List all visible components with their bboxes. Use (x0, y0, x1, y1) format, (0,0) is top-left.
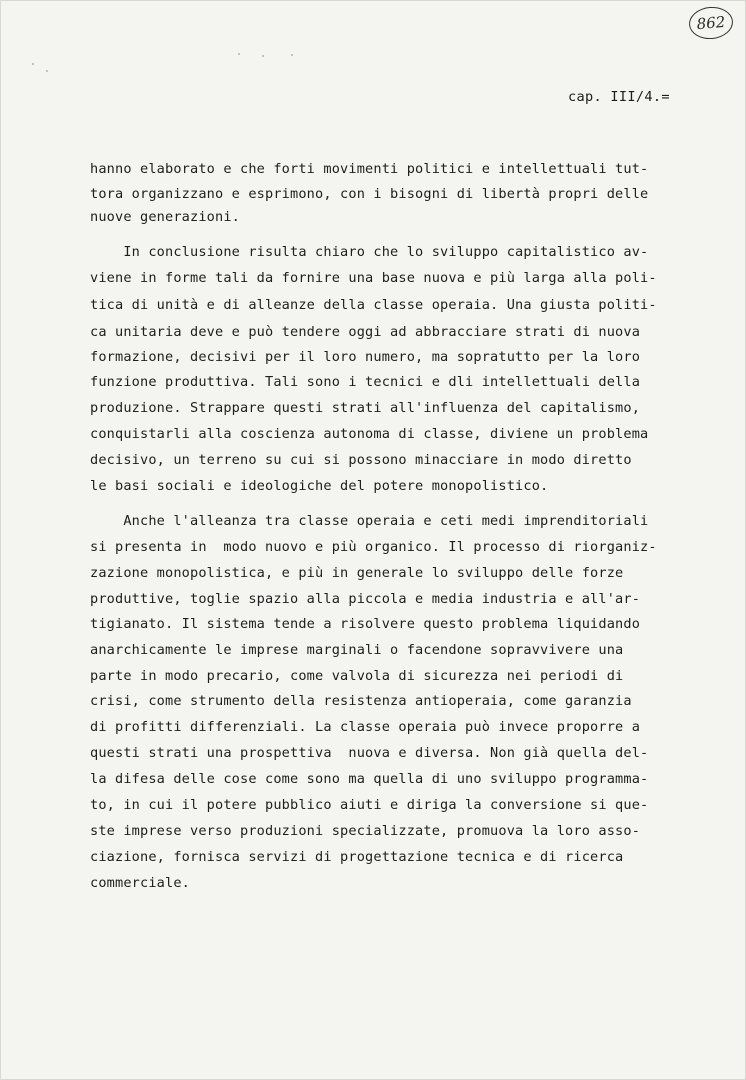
text-line: zazione monopolistica, e più in generale lo sviluppo delle forze (90, 565, 624, 581)
paper-speck (46, 70, 48, 72)
text-line: tigianato. Il sistema tende a risolvere questo problema liquidando (90, 616, 641, 632)
text-line: In conclusione risulta chiaro che lo sviluppo capitalistico av- (90, 244, 649, 260)
text-line: crisi, come strumento della resistenza antioperaia, come garanzia (90, 693, 632, 709)
text-line: ste imprese verso produzioni specializzate, promuova la loro asso- (90, 823, 641, 839)
text-line: di profitti differenziali. La classe operaia può invece proporre a (90, 719, 641, 735)
text-line: si presenta in modo nuovo e più organico. Il processo di riorganiz- (90, 539, 657, 555)
text-line: tica di unità e di alleanze della classe operaia. Una giusta politi- (90, 297, 657, 313)
text-line: funzione produttiva. Tali sono i tecnici e dli intellettuali della (90, 374, 641, 390)
text-line: decisivo, un terreno su cui si possono minacciare in modo diretto (90, 452, 632, 468)
paper-speck (291, 54, 293, 56)
text-line: produttive, toglie spazio alla piccola e media industria e all'ar- (90, 591, 641, 607)
text-line: parte in modo precario, come valvola di sicurezza nei periodi di (90, 668, 624, 684)
text-line: nuove generazioni. (90, 209, 241, 225)
text-line: hanno elaborato e che forti movimenti politici e intellettuali tut- (90, 161, 649, 177)
text-line: la difesa delle cose come sono ma quella di uno sviluppo programma- (90, 771, 649, 787)
text-line: questi strati una prospettiva nuova e diversa. Non già quella del- (90, 745, 649, 761)
text-line: anarchicamente le imprese marginali o facendone sopravvivere una (90, 642, 624, 658)
chapter-reference: cap. III/4.= (568, 89, 670, 105)
paper-speck (262, 55, 264, 57)
paper-speck (238, 53, 240, 55)
text-line: tora organizzano e esprimono, con i bisogni di libertà propri delle (90, 186, 649, 202)
text-line: conquistarli alla coscienza autonoma di classe, diviene un problema (90, 426, 649, 442)
text-line: to, in cui il potere pubblico aiuti e diriga la conversione si que- (90, 797, 649, 813)
text-line: formazione, decisivi per il loro numero, ma sopratutto per la loro (90, 349, 641, 365)
text-line: produzione. Strappare questi strati all'influenza del capitalismo, (90, 400, 641, 416)
text-line: ciazione, fornisca servizi di progettazione tecnica e di ricerca (90, 849, 624, 865)
text-line: le basi sociali e ideologiche del potere monopolistico. (90, 478, 549, 494)
paper-speck (32, 63, 34, 65)
text-line: Anche l'alleanza tra classe operaia e ceti medi imprenditoriali (90, 513, 649, 529)
page-number-stamp: 862 (688, 5, 735, 41)
text-line: commerciale. (90, 875, 191, 891)
text-line: ca unitaria deve e può tendere oggi ad abbracciare strati di nuova (90, 324, 641, 340)
text-line: viene in forme tali da fornire una base nuova e più larga alla poli- (90, 270, 657, 286)
